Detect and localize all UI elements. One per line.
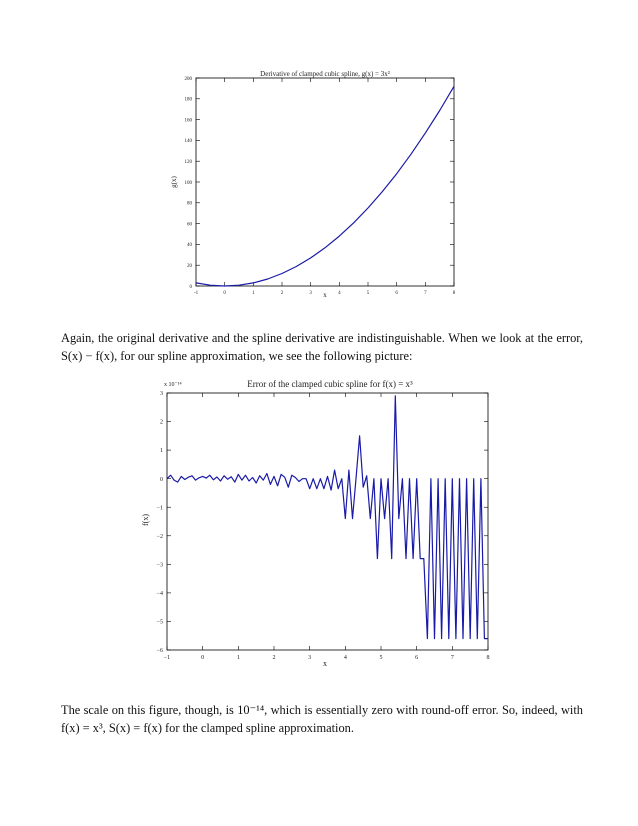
- chart1-ytick-label: 160: [184, 118, 192, 124]
- chart1-xtick-label: 2: [280, 291, 284, 296]
- chart1-ytick-label: 0: [189, 284, 192, 290]
- chart1-xtick-label: 8: [452, 291, 456, 296]
- chart2-ytick-label: 1: [160, 448, 163, 455]
- chart2-ytick-label: −6: [156, 648, 163, 655]
- chart1-ytick-label: 80: [187, 201, 192, 207]
- chart1-xtick-label: 5: [366, 291, 370, 296]
- chart2-title: Error of the clamped cubic spline for f(x) = x³: [247, 379, 413, 389]
- chart1-xtick-label: 4: [338, 291, 341, 296]
- chart2-xtick-label: −1: [163, 655, 171, 661]
- chart1-ytick-label: 40: [187, 243, 192, 249]
- chart2-xtick-label: 2: [272, 655, 276, 661]
- chart1-ytick-label: 100: [184, 180, 192, 186]
- chart2-xtick-label: 4: [343, 655, 347, 661]
- chart2-xtick-label: 8: [486, 655, 490, 661]
- chart2-ytick-label: −5: [156, 619, 163, 626]
- chart2-ytick-label: 2: [160, 419, 163, 426]
- paragraph-scale-conclusion: The scale on this figure, though, is 10⁻¹⁴, which is essentially zero with round-off error. So, indeed, with f(x) = x³, S(x) = f(x) for the clamped spline approximation.: [61, 703, 583, 735]
- chart2-xtick-label: 0: [201, 655, 205, 661]
- chart1-ytick-label: 180: [184, 97, 192, 103]
- chart1-ytick-label: 60: [187, 222, 192, 228]
- chart1-ytick-label: 120: [184, 159, 192, 165]
- chart2-ytick-label: −2: [156, 533, 163, 540]
- chart2-xtick-label: 7: [450, 655, 454, 661]
- chart1-xtick-label: 1: [252, 291, 255, 296]
- chart2-xlabel: x: [323, 659, 327, 668]
- chart1-ytick-label: 200: [184, 76, 192, 82]
- chart2-ytick-label: 0: [160, 476, 163, 483]
- chart1-xlabel: x: [323, 291, 327, 299]
- chart1-xtick-label: 0: [223, 291, 226, 296]
- chart1-ylabel: g(x): [170, 176, 178, 188]
- chart2-frame: [167, 393, 488, 650]
- chart1-xtick-label: 6: [395, 291, 398, 296]
- chart1-ytick-label: 140: [184, 139, 192, 145]
- chart2-xtick-label: 6: [415, 655, 419, 661]
- paragraph-error-intro: Again, the original derivative and the spline derivative are indistinguishable. When we look at the error, S(x) − f(x), for our spline approximation, we see the following picture:: [61, 331, 583, 363]
- chart2-scale-note: x 10⁻¹⁴: [164, 382, 182, 388]
- chart2-xtick-label: 3: [308, 655, 312, 661]
- chart2-xtick-label: 5: [379, 655, 383, 661]
- chart2-series-line: [167, 396, 488, 639]
- chart1-title: Derivative of clamped cubic spline, g(x) = 3x²: [260, 70, 390, 78]
- chart1-xtick-label: 7: [424, 291, 427, 296]
- chart2-ytick-label: −4: [156, 590, 163, 597]
- chart2-xtick-label: 1: [236, 655, 240, 661]
- chart2-ytick-label: 3: [160, 391, 163, 398]
- chart1-ytick-label: 20: [187, 263, 192, 269]
- chart1-xtick-label: 3: [309, 291, 312, 296]
- chart2-ylabel: f(x): [141, 514, 150, 526]
- chart2-ytick-label: −1: [156, 505, 163, 512]
- chart1-xtick-label: -1: [193, 291, 199, 296]
- chart2-ytick-label: −3: [156, 562, 163, 569]
